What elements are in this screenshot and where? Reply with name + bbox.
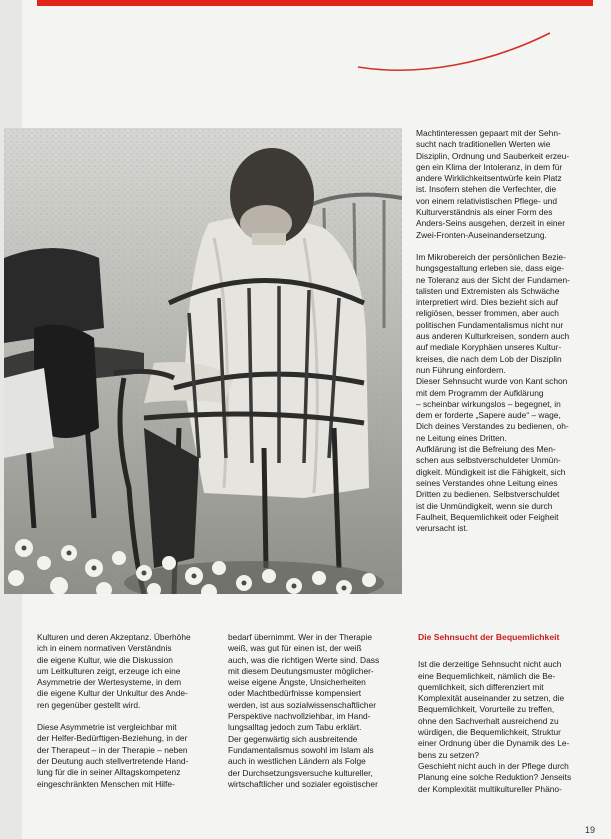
photo-person-on-garden-chair <box>4 128 402 594</box>
bottom-text-column-3 <box>418 632 596 806</box>
right-text-column <box>416 128 596 545</box>
paragraph: Machtinteressen gepaart mit der Sehn- sucht nach traditionellen Werten wie Disziplin, Ordnung und Sauberkeit erzeu- gen ein Klima der Intoleranz, in dem für andere Wirklichkeitsentwürfe kein Platz ist. Insofern stehen die Verfechter, die von einem relativistischen Pflege- und Kulturverständnis als einer Form des Anders-Seins ausgehen, derzeit in einer Zwei-Fronten-Auseinandersetzung. <box>416 128 570 240</box>
paragraph: Diese Asymmetrie ist vergleichbar mit der Helfer-Bedürftigen-Beziehung, in der der Therapeut – in der Therapie – neben der Deutung auch stellvertretende Hand- lung für die in seiner Alltagskompetenz eingeschränkten Menschen mit Hilfe- <box>37 722 189 789</box>
page-number: 19 <box>584 825 595 835</box>
paragraph: Kulturen und deren Akzeptanz. Überhöhe ich in einem normativen Verständnis die eigene Kultur, wie die Diskussion um Leitkulturen zeigt, erzeuge ich eine Asymmetrie der Wertesysteme, in dem die eigene Kultur der Unkultur des Ande- ren gegenüber gestellt wird. <box>37 632 191 710</box>
bottom-text-column-1 <box>37 632 213 801</box>
bottom-text-column-2 <box>228 632 404 801</box>
paragraph: bedarf übernimmt. Wer in der Therapie weiß, was gut für einen ist, der weiß auch, was die richtigen Werte sind. Dass mit diesem Deutungsmuster möglicher- weise eigene Ängste, Unsicherheiten oder Machtbedürfnisse kompensiert werden, ist aus sozialwissenschaftlicher Perspektive nachvollziehbar, im Hand- lungsalltag jedoch zum Tabu erklärt. Der gegenwärtig sich ausbreitende Fundamentalismus sowohl im Islam als auch in westlichen Ländern als Folge der Durchsetzungsversuche kultureller, wirtschaftlicher und sozialer egoistischer <box>228 632 380 789</box>
section-heading: Die Sehnsucht der Bequemlichkeit <box>418 632 560 642</box>
paragraph: Im Mikrobereich der persönlichen Bezie- hungsgestaltung erleben sie, dass eige- ne Toleranz aus der Sicht der Fundamen- talisten und Extremisten als Schwäche interpretiert wird. Dies bezieht sich auf religiösen, besser frommen, aber auch politischen Fundamentalismus nicht nur aus anderen Kulturkreisen, sondern auch auf mediale Koryphäen unseres Kultur- kreises, die nach dem Lob der Disziplin nun Führung einfordern. Dieser Sehnsucht wurde von Kant schon mit dem Programm der Aufklärung – scheinbar wirkungslos – begegnet, in dem er forderte „Sapere aude“ – wage, Dich deines Verstandes zu bedienen, oh- ne Leitung eines Dritten. Aufklärung ist die Befreiung des Men- schen aus selbstverschuldeter Unmün- digkeit. Mündigkeit ist die Fähigkeit, sich seines Verstandes ohne Leitung eines Dritten zu bedienen. Selbstverschuldet ist die Unmündigkeit, wenn sie durch Faulheit, Bequemlichkeit oder Feigheit verursacht ist. <box>416 251 570 534</box>
red-swoosh-decoration <box>350 25 560 80</box>
header-red-bar <box>37 0 593 6</box>
paragraph: Ist die derzeitige Sehnsucht nicht auch eine Bequemlichkeit, nämlich die Be- quemlichkeit, sich differenziert mit Komplexität auseinander zu setzen, die Bequemlichkeit, Vorurteile zu treffen, ohne den Sachverhalt ausreichend zu würdigen, die Bequemlichkeit, Struktur einer Ordnung über die Dynamik des Le- bens zu setzen? Geschieht nicht auch in der Pflege durch Planung eine solche Reduktion? Jenseits der Komplexität multikultureller Phäno- <box>418 659 572 794</box>
